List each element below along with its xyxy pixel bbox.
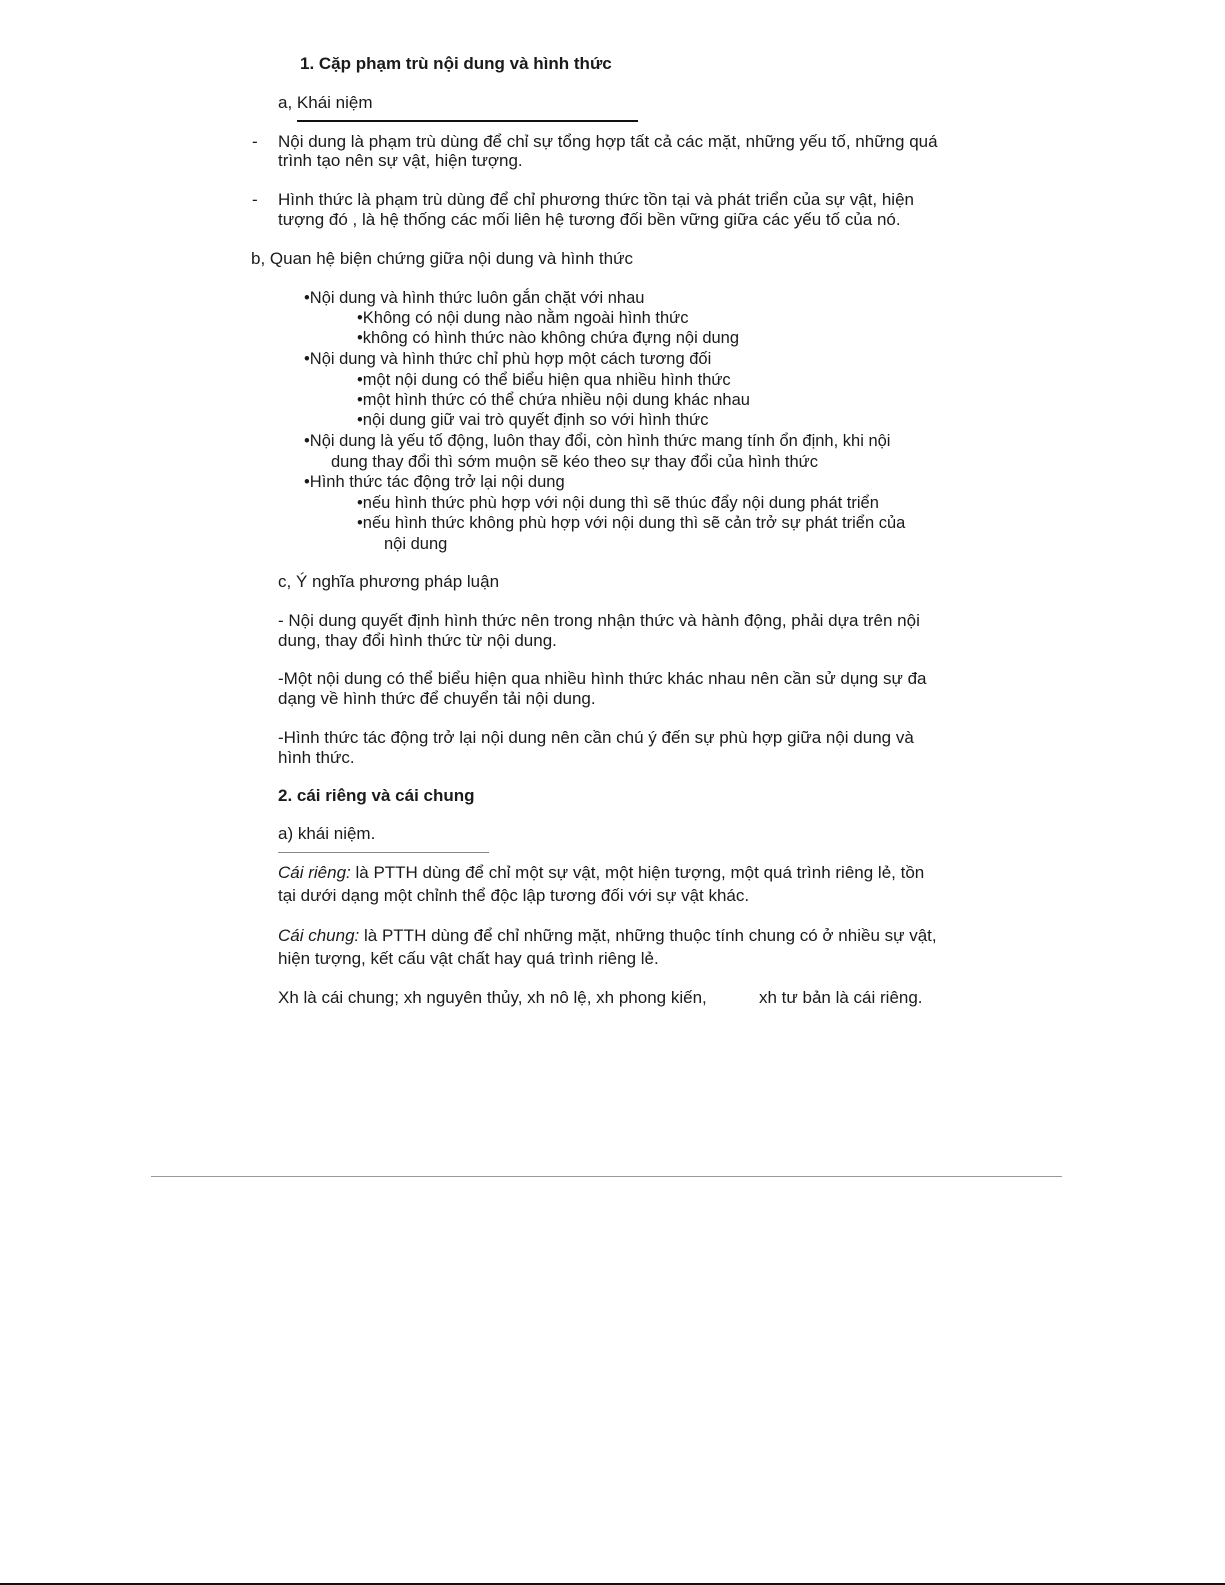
paragraph-line: hiện tượng, kết cấu vật chất hay quá trình riêng lẻ. [278,949,659,968]
definition-form-line1: Hình thức là phạm trù dùng để chỉ phương thức tồn tại và phát triển của sự vật, hiện [278,190,914,209]
section1-a-title: a, Khái niệm [278,93,373,112]
paragraph-line [278,926,937,946]
definition-content-line2: trình tạo nên sự vật, hiện tượng. [278,151,523,170]
underline-rule [297,120,638,122]
definition-text: là PTTH dùng để chỉ những mặt, những thuộc tính chung có ở nhiều sự vật, [359,926,937,945]
list-item-continuation: dung thay đổi thì sớm muộn sẽ kéo theo sự thay đổi của hình thức [331,453,818,471]
section1-heading: 1. Cặp phạm trù nội dung và hình thức [300,54,612,73]
list-item: •một nội dung có thể biểu hiện qua nhiều hình thức [357,371,731,389]
definition-text: là PTTH dùng để chỉ một sự vật, một hiện tượng, một quá trình riêng lẻ, tồn [350,863,925,882]
paragraph-line [278,863,924,883]
section2-a-title: a) khái niệm. [278,824,376,843]
paragraph-line: -Hình thức tác động trở lại nội dung nên cần chú ý đến sự phù hợp giữa nội dung và [278,728,914,747]
bullet-dash: - [252,132,258,151]
term: Cái riêng: [278,863,351,882]
definition-form-line2: tượng đó , là hệ thống các mối liên hệ tương đối bền vững giữa các yếu tố của nó. [278,210,901,229]
list-item: •nếu hình thức phù hợp với nội dung thì sẽ thúc đẩy nội dung phát triển [357,494,879,512]
section1-c-title: c, Ý nghĩa phương pháp luận [278,572,500,591]
list-item: •một hình thức có thể chứa nhiều nội dung khác nhau [357,391,750,409]
example-left: Xh là cái chung; xh nguyên thủy, xh nô lệ, xh phong kiến, [278,988,707,1007]
bullet-dash: - [252,190,258,209]
paragraph-line: - Nội dung quyết định hình thức nên trong nhận thức và hành động, phải dựa trên nội [278,611,920,630]
paragraph-line: hình thức. [278,748,355,767]
list-item: •Nội dung là yếu tố động, luôn thay đổi, còn hình thức mang tính ổn định, khi nội [304,432,891,450]
list-item: •Hình thức tác động trở lại nội dung [304,473,565,491]
section1-b-title: b, Quan hệ biện chứng giữa nội dung và hình thức [251,249,633,268]
list-item: •không có hình thức nào không chứa đựng nội dung [357,329,740,347]
list-item: •Không có nội dung nào nằm ngoài hình thức [357,309,689,327]
list-item: •Nội dung và hình thức luôn gắn chặt với nhau [304,289,645,307]
list-item: •Nội dung và hình thức chỉ phù hợp một cách tương đối [304,350,712,368]
paragraph-line: dạng về hình thức để chuyển tải nội dung. [278,689,596,708]
thin-rule [278,852,489,853]
definition-content-line1: Nội dung là phạm trù dùng để chỉ sự tổng hợp tất cả các mặt, những yếu tố, những quá [278,132,938,151]
term: Cái chung: [278,926,360,945]
list-item: •nội dung giữ vai trò quyết định so với hình thức [357,411,709,429]
page-divider [151,1176,1062,1177]
section2-heading: 2. cái riêng và cái chung [278,786,475,805]
paragraph-line: tại dưới dạng một chỉnh thể độc lập tương đối với sự vật khác. [278,886,750,905]
paragraph-line: -Một nội dung có thể biểu hiện qua nhiều hình thức khác nhau nên cần sử dụng sự đa [278,669,927,688]
example-right: xh tư bản là cái riêng. [759,988,923,1007]
list-item-continuation: nội dung [384,535,448,553]
paragraph-line: dung, thay đổi hình thức từ nội dung. [278,631,557,650]
list-item: •nếu hình thức không phù hợp với nội dung thì sẽ cản trở sự phát triển của [357,514,906,532]
